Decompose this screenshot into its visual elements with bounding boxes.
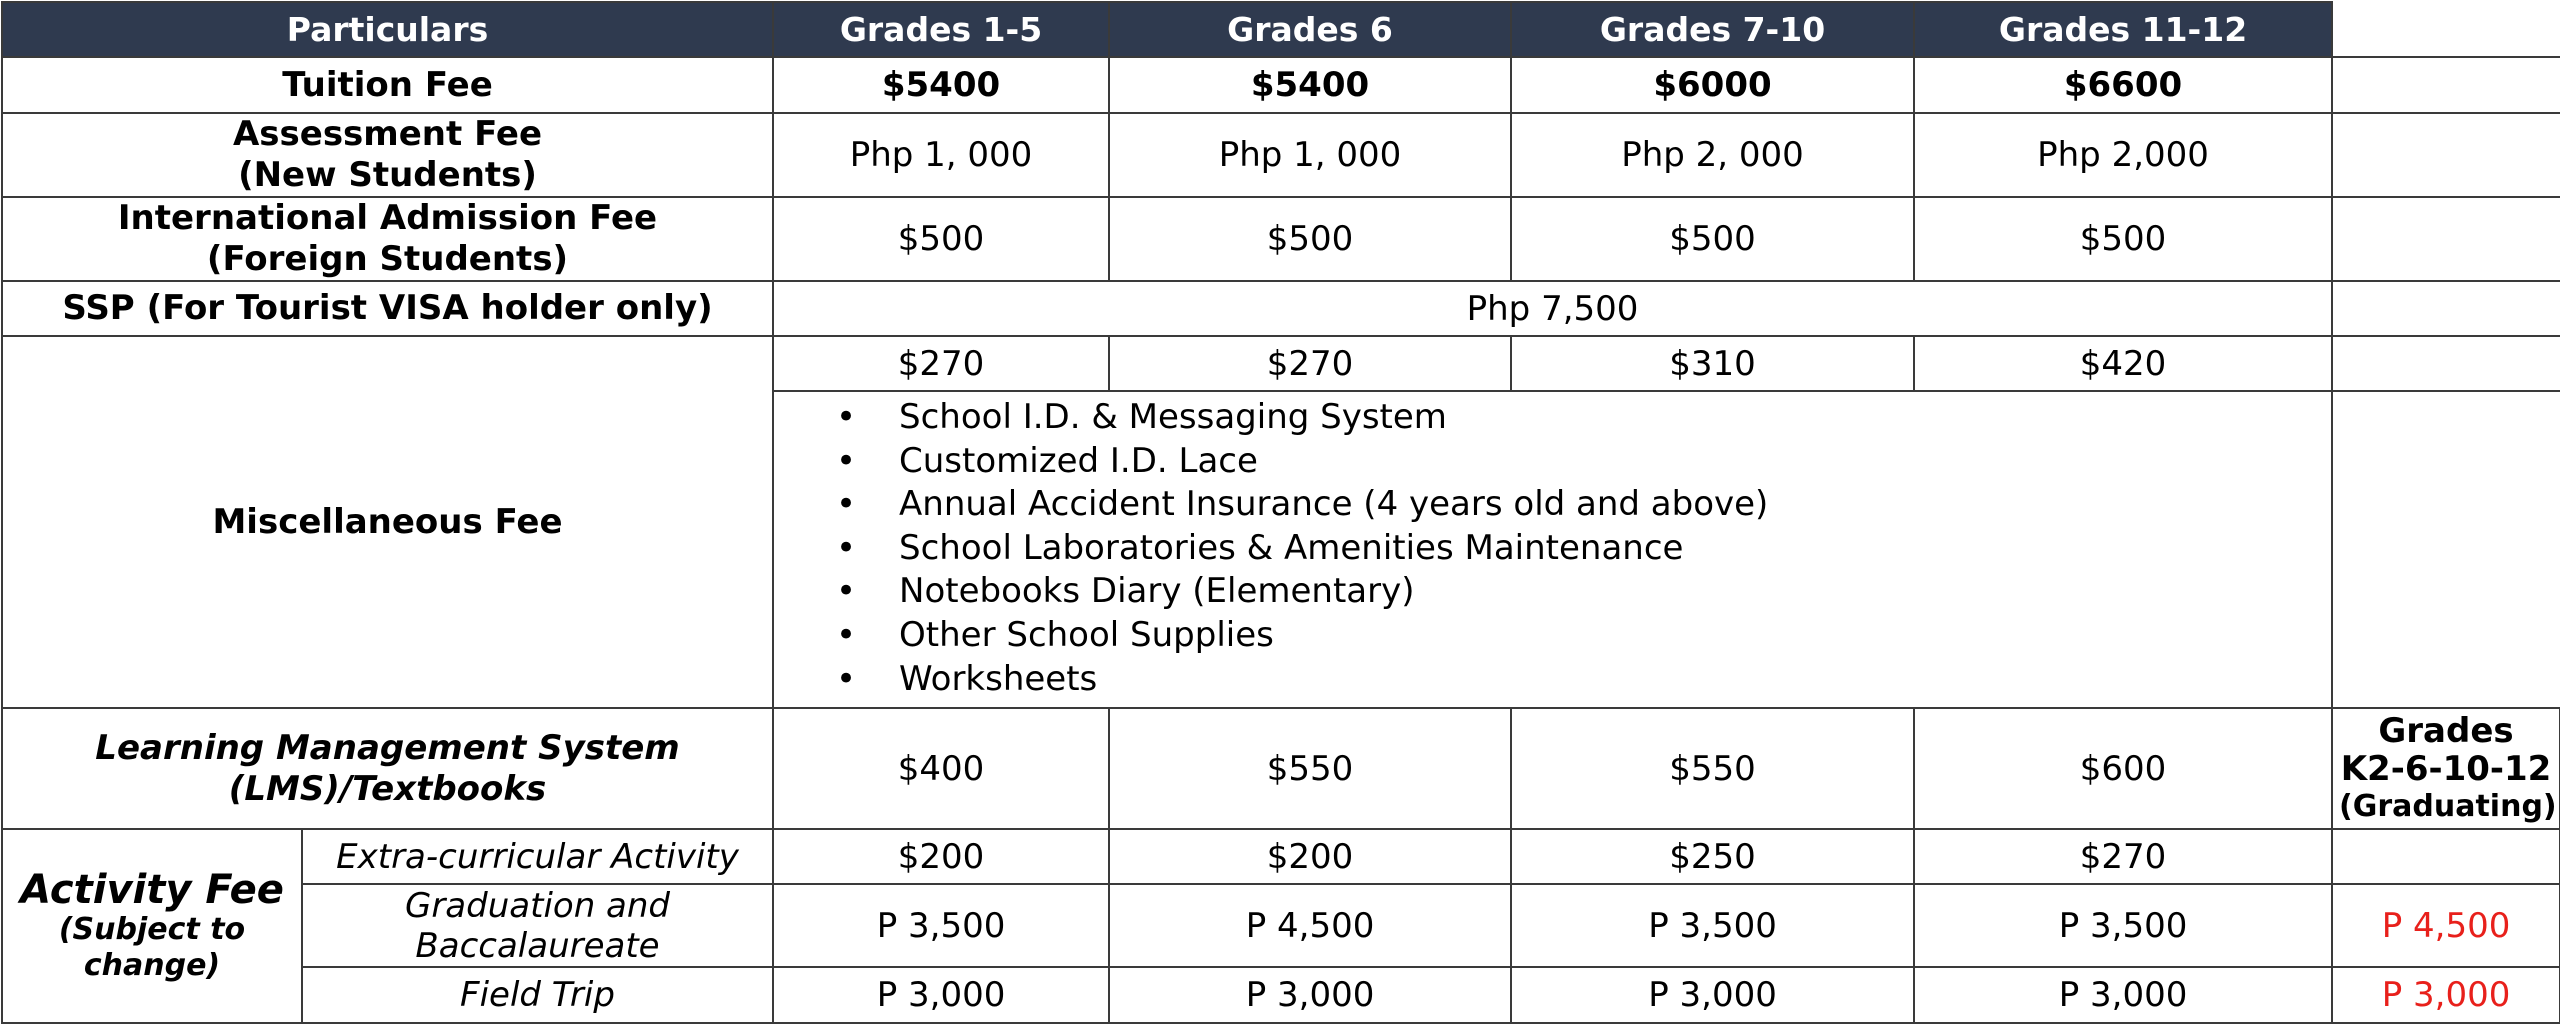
assessment-value: Php 2, 000 bbox=[1511, 113, 1914, 197]
tuition-label: Tuition Fee bbox=[2, 57, 773, 113]
misc-items-list bbox=[774, 396, 2331, 701]
header-grades-1-5: Grades 1-5 bbox=[773, 2, 1109, 57]
activity-item-label: Field Trip bbox=[302, 967, 773, 1023]
header-blank bbox=[2332, 2, 2560, 57]
tuition-value: $5400 bbox=[1109, 57, 1511, 113]
activity-item-label-line1: Graduation and bbox=[404, 885, 671, 926]
intl-value: $500 bbox=[773, 197, 1109, 281]
activity-value: $200 bbox=[773, 829, 1109, 884]
graduating-line1: Grades bbox=[2378, 710, 2514, 751]
activity-sub1: (Subject to bbox=[58, 912, 246, 948]
activity-value: $200 bbox=[1109, 829, 1511, 884]
activity-value: P 3,000 bbox=[1914, 967, 2332, 1023]
intl-value: $500 bbox=[1914, 197, 2332, 281]
assessment-value: Php 1, 000 bbox=[1109, 113, 1511, 197]
graduating-value bbox=[2332, 829, 2560, 884]
list-item: • Worksheets bbox=[836, 658, 2331, 702]
empty-cell bbox=[2332, 57, 2560, 113]
misc-value: $270 bbox=[1109, 336, 1511, 391]
activity-value: $270 bbox=[1914, 829, 2332, 884]
activity-fee-label bbox=[2, 829, 302, 1023]
tuition-value: $6600 bbox=[1914, 57, 2332, 113]
intl-label-line2: (Foreign Students) bbox=[206, 239, 569, 279]
bullet-icon: • bbox=[836, 440, 857, 481]
activity-value: P 3,500 bbox=[1914, 884, 2332, 967]
bullet-icon: • bbox=[836, 484, 857, 525]
intl-label bbox=[2, 197, 773, 281]
activity-item-label: Extra-curricular Activity bbox=[302, 829, 773, 884]
misc-value: $270 bbox=[773, 336, 1109, 391]
activity-value: P 3,000 bbox=[773, 967, 1109, 1023]
lms-label-line2: (LMS)/Textbooks bbox=[228, 768, 547, 809]
assessment-row bbox=[2, 113, 2560, 197]
activity-sub2: change) bbox=[83, 948, 221, 984]
assessment-label-line2: (New Students) bbox=[238, 155, 537, 195]
lms-row bbox=[2, 708, 2560, 829]
graduating-value: P 4,500 bbox=[2332, 884, 2560, 967]
lms-label bbox=[2, 708, 773, 829]
intl-value: $500 bbox=[1109, 197, 1511, 281]
activity-item-label-line2: Baccalaureate bbox=[415, 925, 660, 966]
bullet-icon: • bbox=[836, 658, 857, 699]
intl-row bbox=[2, 197, 2560, 281]
bullet-icon: • bbox=[836, 527, 857, 568]
tuition-value: $5400 bbox=[773, 57, 1109, 113]
activity-value: P 4,500 bbox=[1109, 884, 1511, 967]
bullet-icon: • bbox=[836, 397, 857, 437]
activity-value: $250 bbox=[1511, 829, 1914, 884]
graduating-value: P 3,000 bbox=[2332, 967, 2560, 1023]
activity-row-graduation bbox=[2, 884, 2560, 967]
lms-value: $550 bbox=[1511, 708, 1914, 829]
lms-value: $400 bbox=[773, 708, 1109, 829]
activity-title: Activity Fee bbox=[20, 867, 284, 914]
list-item: • Annual Accident Insurance (4 years old and above) bbox=[836, 483, 2331, 527]
header-grades-7-10: Grades 7-10 bbox=[1511, 2, 1914, 57]
lms-value: $550 bbox=[1109, 708, 1511, 829]
list-item: • Notebooks Diary (Elementary) bbox=[836, 570, 2331, 614]
graduating-header bbox=[2332, 708, 2560, 829]
activity-item-label bbox=[302, 884, 773, 967]
bullet-icon: • bbox=[836, 571, 857, 612]
fee-table bbox=[1, 1, 2560, 1024]
tuition-value: $6000 bbox=[1511, 57, 1914, 113]
lms-label-line1: Learning Management System bbox=[95, 727, 680, 768]
list-item: • School I.D. & Messaging System bbox=[836, 396, 2331, 440]
activity-value: P 3,500 bbox=[773, 884, 1109, 967]
misc-value: $420 bbox=[1914, 336, 2332, 391]
lms-value: $600 bbox=[1914, 708, 2332, 829]
header-particulars: Particulars bbox=[2, 2, 773, 57]
assessment-label bbox=[2, 113, 773, 197]
assessment-value: Php 1, 000 bbox=[773, 113, 1109, 197]
activity-value: P 3,500 bbox=[1511, 884, 1914, 967]
misc-values-row bbox=[2, 336, 2560, 391]
empty-cell bbox=[2332, 197, 2560, 281]
tuition-row bbox=[2, 57, 2560, 113]
header-grades-11-12: Grades 11-12 bbox=[1914, 2, 2332, 57]
header-grades-6: Grades 6 bbox=[1109, 2, 1511, 57]
assessment-value: Php 2,000 bbox=[1914, 113, 2332, 197]
activity-value: P 3,000 bbox=[1511, 967, 1914, 1023]
empty-cell bbox=[2332, 391, 2560, 708]
intl-label-line1: International Admission Fee bbox=[117, 198, 658, 238]
activity-row-fieldtrip bbox=[2, 967, 2560, 1023]
ssp-value: Php 7,500 bbox=[773, 281, 2332, 336]
ssp-label: SSP (For Tourist VISA holder only) bbox=[2, 281, 773, 336]
assessment-label-line1: Assessment Fee bbox=[232, 114, 543, 154]
activity-value: P 3,000 bbox=[1109, 967, 1511, 1023]
intl-value: $500 bbox=[1511, 197, 1914, 281]
bullet-icon: • bbox=[836, 614, 857, 655]
empty-cell bbox=[2332, 336, 2560, 391]
list-item: • School Laboratories & Amenities Maintenance bbox=[836, 527, 2331, 571]
misc-value: $310 bbox=[1511, 336, 1914, 391]
list-item: • Customized I.D. Lace bbox=[836, 440, 2331, 484]
graduating-line2: K2-6-10-12 bbox=[2340, 748, 2552, 789]
misc-label: Miscellaneous Fee bbox=[2, 336, 773, 708]
activity-row-extracurricular bbox=[2, 829, 2560, 884]
graduating-line3: (Graduating) bbox=[2339, 788, 2557, 824]
ssp-row bbox=[2, 281, 2560, 336]
misc-items-cell bbox=[773, 391, 2332, 708]
header-row bbox=[2, 2, 2560, 57]
empty-cell bbox=[2332, 281, 2560, 336]
empty-cell bbox=[2332, 113, 2560, 197]
list-item: • Other School Supplies bbox=[836, 614, 2331, 658]
